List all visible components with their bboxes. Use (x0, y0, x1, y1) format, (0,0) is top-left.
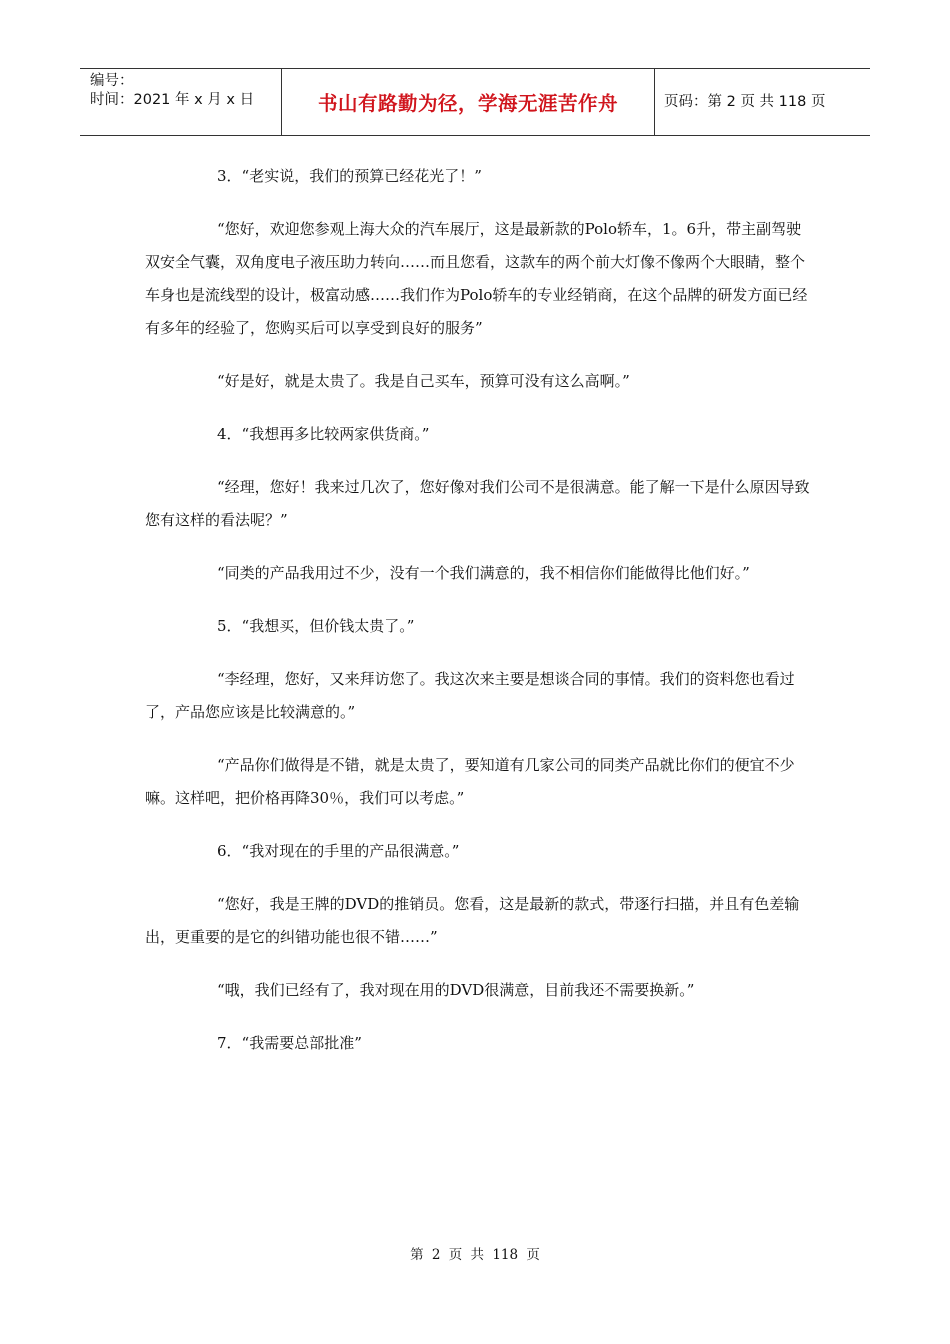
paragraph: “您好，欢迎您参观上海大众的汽车展厅，这是最新款的Polo轿车，1。6升，带主副驾驶双安全气囊，双角度电子液压助力转向……而且您看，这款车的两个前大灯像不像两个大眼睛，整个车身也是流线型的设计，极富动感……我们作为Polo轿车的专业经销商，在这个品牌的研发方面已经有多年的经验了，您购买后可以享受到良好的服务” (145, 220, 808, 337)
paragraph: “好是好，就是太贵了。我是自己买车，预算可没有这么高啊。” (217, 372, 630, 390)
motto-cell (282, 69, 655, 135)
page-cell (655, 69, 870, 135)
code-label: 编号： (90, 73, 134, 89)
paragraph: “同类的产品我用过不少，没有一个我们满意的，我不相信你们能做得比他们好。” (217, 564, 750, 582)
page-label: 页码：第 2 页 共 118 页 (664, 93, 826, 110)
paragraph-item-4-heading: 4．“我想再多比较两家供货商。” (217, 425, 430, 443)
header-meta-cell (80, 69, 282, 135)
date-label: 时间：2021 年 x 月 x 日 (90, 92, 255, 108)
paragraph: “李经理，您好，又来拜访您了。我这次来主要是想谈合同的事情。我们的资料您也看过了，产品您应该是比较满意的。” (145, 670, 795, 721)
paragraph-item-3-heading: 3．“老实说，我们的预算已经花光了！” (217, 167, 482, 185)
paragraph: “产品你们做得是不错，就是太贵了，要知道有几家公司的同类产品就比你们的便宜不少嘛。这样吧，把价格再降30％，我们可以考虑。” (145, 756, 795, 807)
paragraph-item-6-heading: 6．“我对现在的手里的产品很满意。” (217, 842, 460, 860)
page-header (80, 68, 870, 136)
page-footer: 第 2 页 共 118 页 (410, 1247, 540, 1263)
paragraph: “经理，您好！我来过几次了，您好像对我们公司不是很满意。能了解一下是什么原因导致您有这样的看法呢？” (145, 478, 810, 529)
paragraph: “哦，我们已经有了，我对现在用的DVD很满意，目前我还不需要换新。” (217, 981, 695, 999)
paragraph-item-5-heading: 5．“我想买，但价钱太贵了。” (217, 617, 415, 635)
paragraph-item-7-heading: 7．“我需要总部批准” (217, 1034, 362, 1052)
paragraph: “您好，我是王牌的DVD的推销员。您看，这是最新的款式，带逐行扫描，并且有色差输出，更重要的是它的纠错功能也很不错……” (145, 895, 800, 946)
motto-text: 书山有路勤为径，学海无涯苦作舟 (317, 92, 618, 115)
document-body (145, 160, 810, 1060)
